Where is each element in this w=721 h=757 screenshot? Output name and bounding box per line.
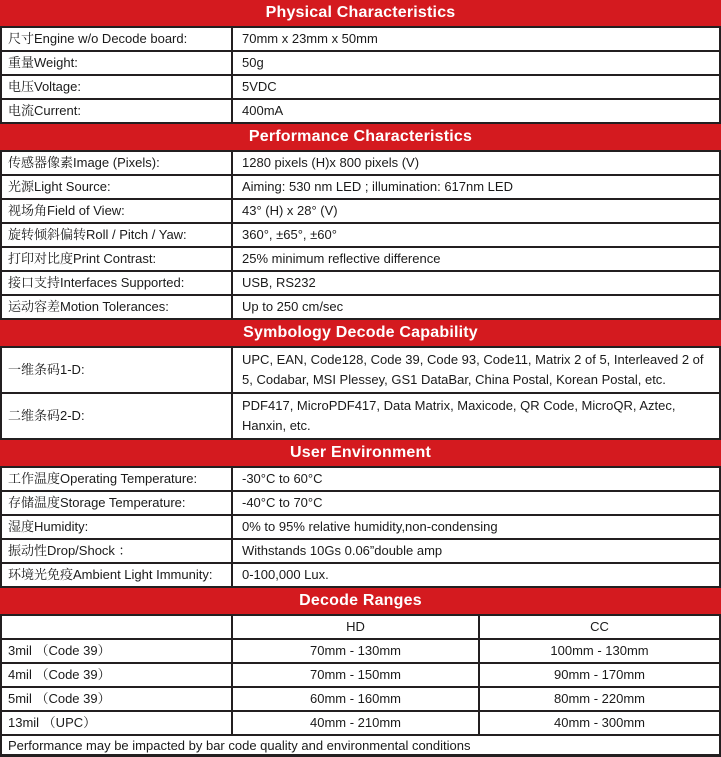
spec-value: 50g bbox=[242, 55, 264, 70]
spec-label: 二维条码2-D: bbox=[2, 394, 233, 438]
decode-row-4mil-code39 bbox=[0, 664, 721, 688]
spec-label: 打印对比度Print Contrast: bbox=[2, 248, 233, 270]
section-header-physical-characteristics bbox=[0, 0, 721, 28]
spec-row-2d-symbologies bbox=[0, 394, 721, 440]
decode-row-label: 3mil （Code 39） bbox=[2, 640, 233, 662]
spec-row-operating-temperature bbox=[0, 468, 721, 492]
decode-cc-value: 80mm - 220mm bbox=[553, 691, 646, 706]
spec-row-field-of-view bbox=[0, 200, 721, 224]
decode-cc-value: 100mm - 130mm bbox=[550, 643, 649, 658]
spec-label: 电压Voltage: bbox=[2, 76, 233, 98]
section-header-performance-characteristics bbox=[0, 124, 721, 152]
section-title: Decode Ranges bbox=[299, 592, 422, 609]
spec-label: 接口支持Interfaces Supported: bbox=[2, 272, 233, 294]
spec-row-weight bbox=[0, 52, 721, 76]
spec-value: -30°C to 60°C bbox=[242, 471, 323, 486]
spec-value: Up to 250 cm/sec bbox=[242, 299, 344, 314]
spec-row-humidity bbox=[0, 516, 721, 540]
spec-value: UPC, EAN, Code128, Code 39, Code 93, Code11, Matrix 2 of 5, Interleaved 2 of 5, Codabar, MSI Plessey, GS1 DataBar, China Postal, Korean Postal, etc. bbox=[242, 352, 704, 387]
section-header-symbology-decode-capability bbox=[0, 320, 721, 348]
spec-row-drop-shock bbox=[0, 540, 721, 564]
decode-row-label: 4mil （Code 39） bbox=[2, 664, 233, 686]
spec-value: 400mA bbox=[242, 103, 284, 118]
decode-hd-value: 60mm - 160mm bbox=[233, 688, 480, 710]
decode-ranges-header-row bbox=[0, 616, 721, 640]
spec-value: 5VDC bbox=[242, 79, 277, 94]
spec-value: 360°, ±65°, ±60° bbox=[242, 227, 337, 242]
spec-value: PDF417, MicroPDF417, Data Matrix, Maxicode, QR Code, MicroQR, Aztec, Hanxin, etc. bbox=[242, 398, 676, 433]
decode-corner-cell bbox=[2, 616, 233, 638]
spec-row-1d-symbologies bbox=[0, 348, 721, 394]
spec-label: 旋转倾斜偏转Roll / Pitch / Yaw: bbox=[2, 224, 233, 246]
section-title: Physical Characteristics bbox=[265, 4, 456, 21]
spec-row-image-pixels bbox=[0, 152, 721, 176]
spec-row-motion-tolerances bbox=[0, 296, 721, 320]
spec-label: 湿度Humidity: bbox=[2, 516, 233, 538]
spec-label: 存储温度Storage Temperature: bbox=[2, 492, 233, 514]
spec-label: 振动性Drop/Shock ： bbox=[2, 540, 233, 562]
decode-hd-value: 40mm - 210mm bbox=[233, 712, 480, 734]
spec-label: 尺寸Engine w/o Decode board: bbox=[2, 28, 233, 50]
performance-disclaimer: Performance may be impacted by bar code quality and environmental conditions bbox=[0, 736, 721, 757]
spec-label: 运动容差Motion Tolerances: bbox=[2, 296, 233, 318]
decode-row-3mil-code39 bbox=[0, 640, 721, 664]
decode-hd-value: 70mm - 130mm bbox=[233, 640, 480, 662]
decode-row-13mil-upc bbox=[0, 712, 721, 736]
spec-row-ambient-light-immunity bbox=[0, 564, 721, 588]
spec-value: Aiming: 530 nm LED ; illumination: 617nm LED bbox=[242, 179, 513, 194]
spec-value: 0% to 95% relative humidity,non-condensing bbox=[242, 519, 498, 534]
section-title: User Environment bbox=[289, 444, 431, 461]
spec-row-storage-temperature bbox=[0, 492, 721, 516]
spec-value: 0-100,000 Lux. bbox=[242, 567, 329, 582]
spec-row-roll-pitch-yaw bbox=[0, 224, 721, 248]
spec-label: 传感器像素Image (Pixels): bbox=[2, 152, 233, 174]
spec-label: 重量Weight: bbox=[2, 52, 233, 74]
spec-row-voltage bbox=[0, 76, 721, 100]
section-header-user-environment bbox=[0, 440, 721, 468]
spec-row-current bbox=[0, 100, 721, 124]
decode-cc-value: 40mm - 300mm bbox=[553, 715, 646, 730]
spec-value: USB, RS232 bbox=[242, 275, 316, 290]
decode-column-header-hd: HD bbox=[233, 616, 480, 638]
spec-label: 电流Current: bbox=[2, 100, 233, 122]
spec-value: Withstands 10Gs 0.06”double amp bbox=[242, 543, 443, 558]
spec-label: 工作温度Operating Temperature: bbox=[2, 468, 233, 490]
decode-row-5mil-code39 bbox=[0, 688, 721, 712]
spec-row-light-source bbox=[0, 176, 721, 200]
spec-value: 43° (H) x 28° (V) bbox=[242, 203, 338, 218]
section-header-decode-ranges bbox=[0, 588, 721, 616]
section-title: Performance Characteristics bbox=[248, 128, 473, 145]
spec-value: 25% minimum reflective difference bbox=[242, 251, 441, 266]
decode-row-label: 13mil （UPC） bbox=[2, 712, 233, 734]
spec-value: -40°C to 70°C bbox=[242, 495, 323, 510]
section-title: Symbology Decode Capability bbox=[243, 324, 478, 341]
decode-column-header-cc: CC bbox=[590, 619, 609, 634]
spec-row-interfaces bbox=[0, 272, 721, 296]
decode-row-label: 5mil （Code 39） bbox=[2, 688, 233, 710]
decode-hd-value: 70mm - 150mm bbox=[233, 664, 480, 686]
spec-row-print-contrast bbox=[0, 248, 721, 272]
spec-value: 70mm x 23mm x 50mm bbox=[242, 31, 378, 46]
spec-label: 环境光免疫Ambient Light Immunity: bbox=[2, 564, 233, 586]
spec-label: 一维条码1-D: bbox=[2, 348, 233, 392]
decode-cc-value: 90mm - 170mm bbox=[553, 667, 646, 682]
spec-label: 视场角Field of View: bbox=[2, 200, 233, 222]
spec-row-engine-size bbox=[0, 28, 721, 52]
spec-value: 1280 pixels (H)x 800 pixels (V) bbox=[242, 155, 420, 170]
spec-label: 光源Light Source: bbox=[2, 176, 233, 198]
